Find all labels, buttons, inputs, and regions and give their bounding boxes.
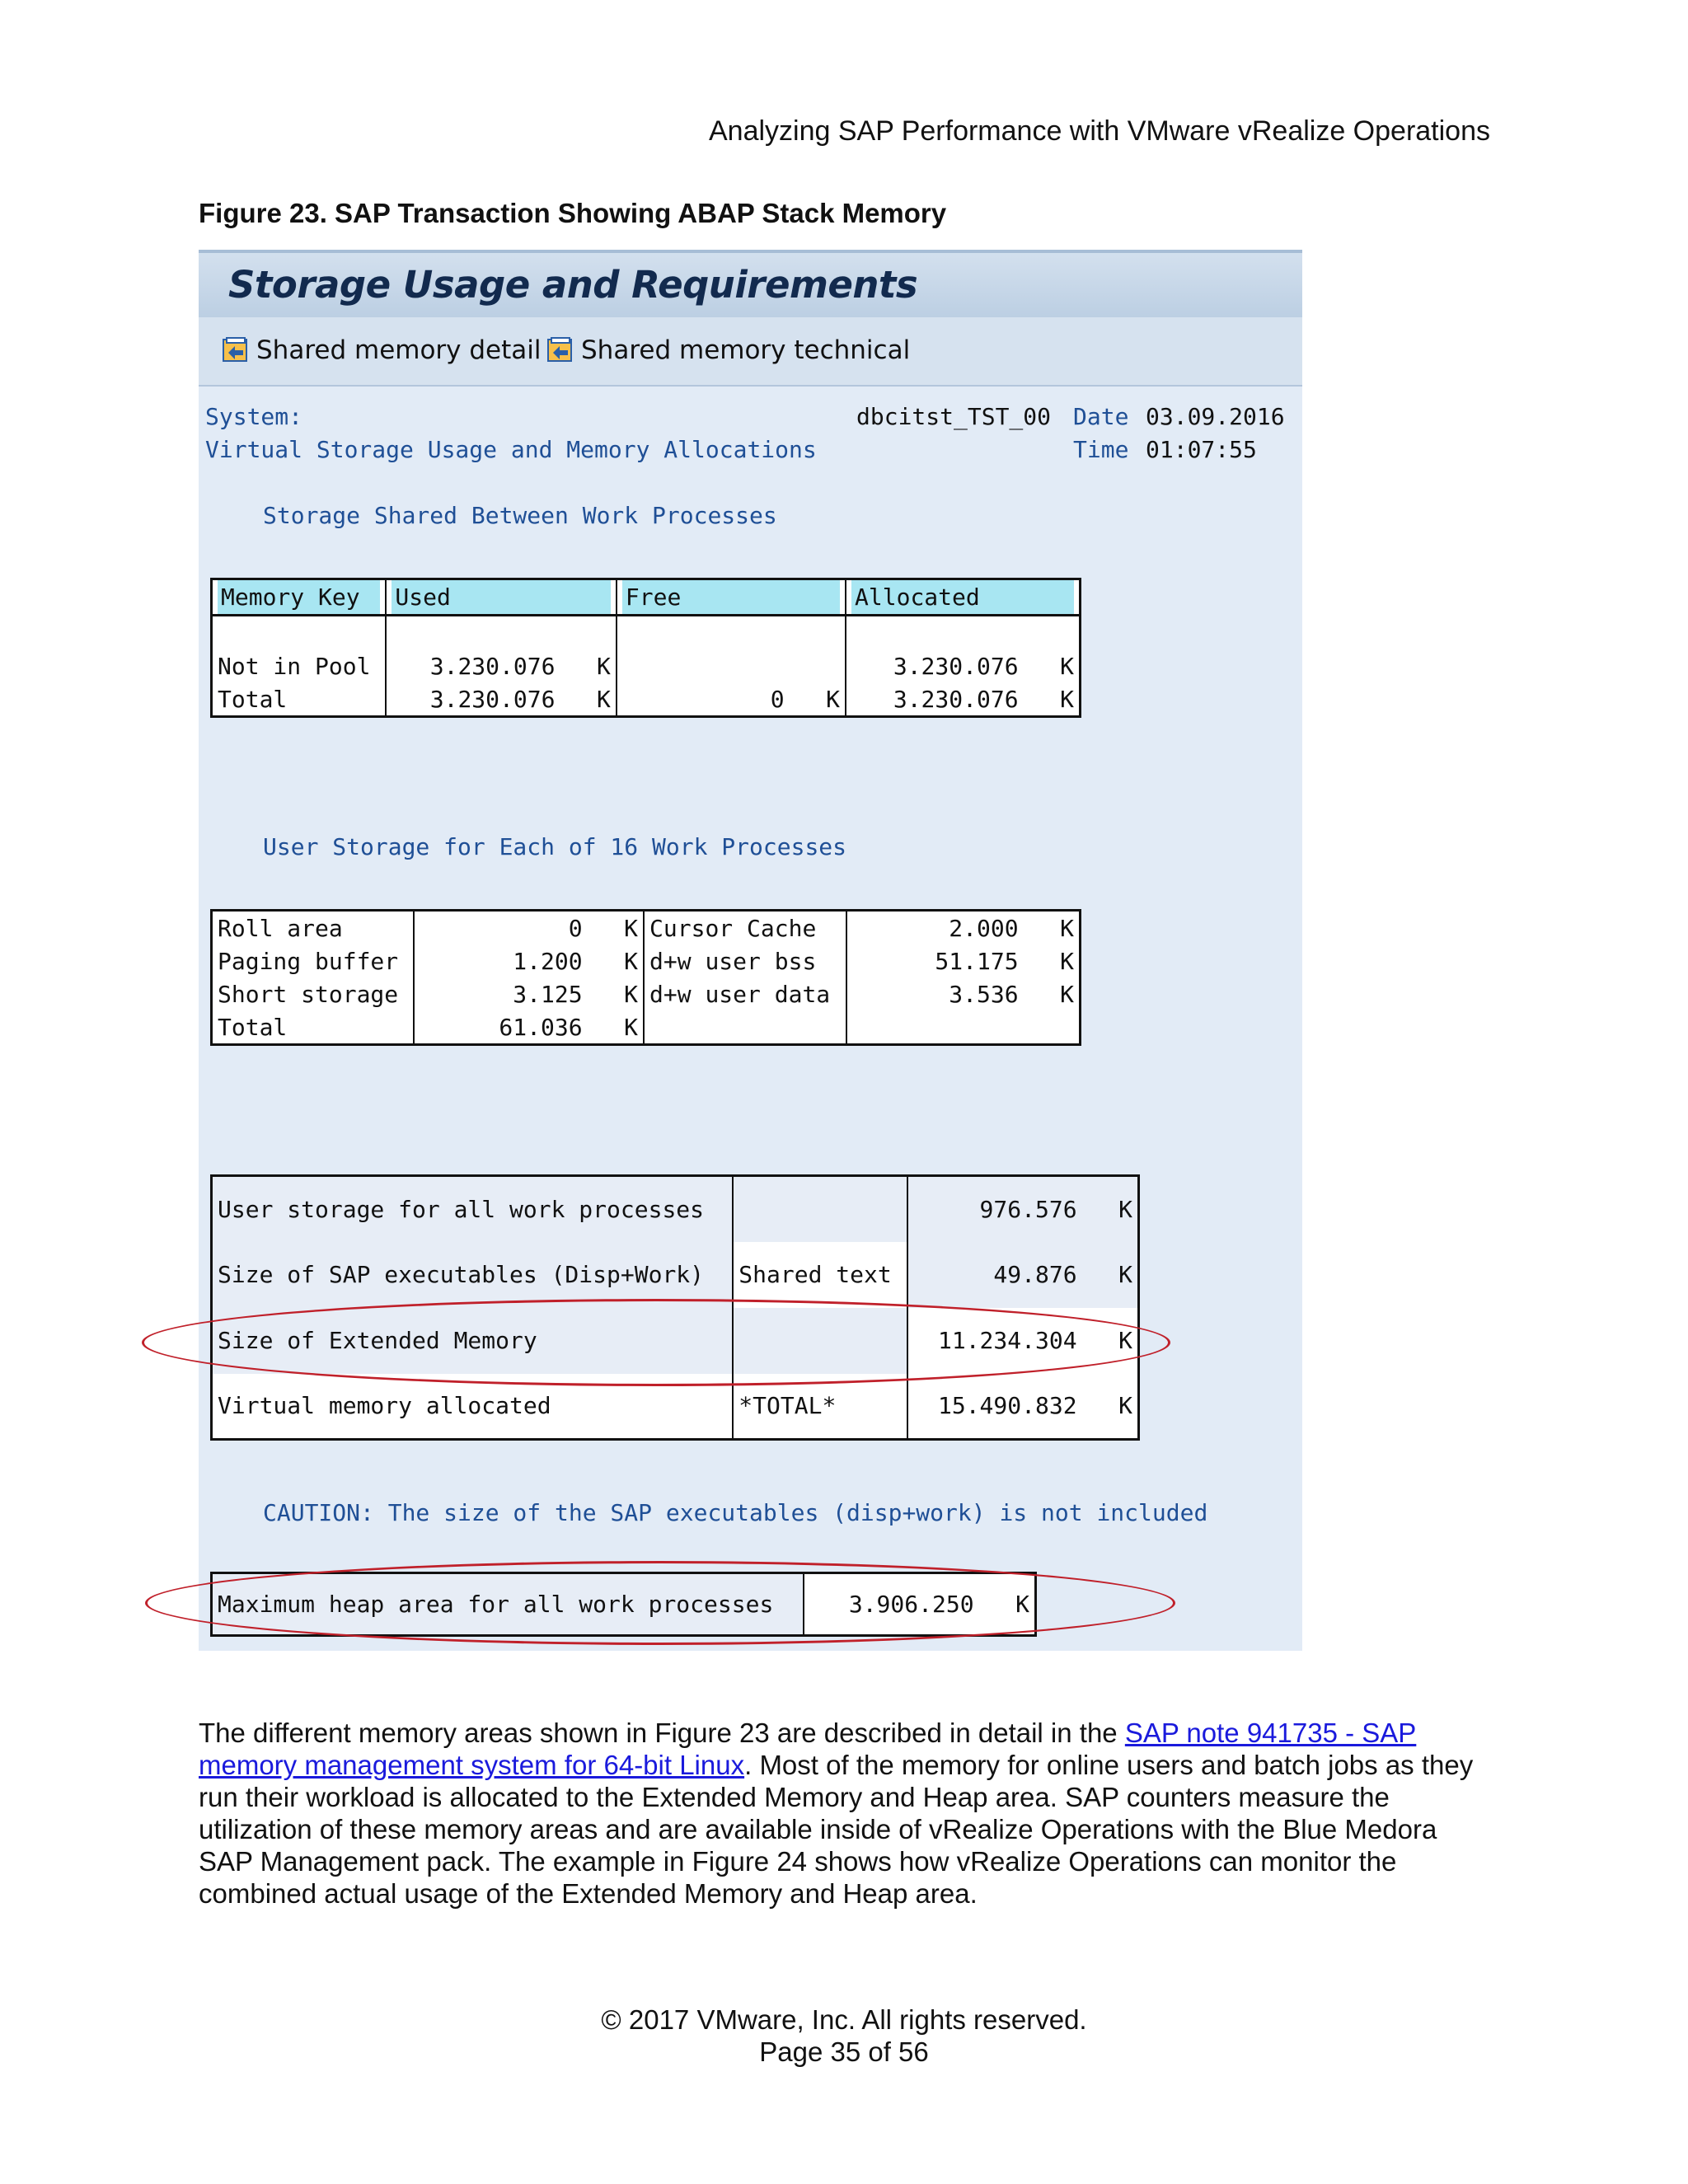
unit: K: [1015, 1591, 1029, 1618]
cell-label: Total: [212, 1010, 415, 1045]
cell-value: 3.125: [513, 980, 583, 1008]
table-row: [212, 1374, 1139, 1440]
cell-value: 1.200: [513, 947, 583, 975]
table-row: [212, 1176, 1139, 1242]
unit: K: [1118, 1195, 1132, 1223]
table-row: [212, 682, 1081, 717]
table-header-row: [212, 579, 1081, 616]
unit: K: [1060, 685, 1074, 713]
table-row: [212, 1010, 1081, 1045]
unit: K: [1118, 1261, 1132, 1288]
table-row: [212, 977, 1081, 1010]
sap-note-link[interactable]: SAP note 941735 - SAP memory management system for 64-bit Linux: [199, 1718, 1417, 1780]
unit: K: [1118, 1392, 1132, 1420]
cell-label: d+w user bss: [644, 944, 846, 977]
unit: K: [1060, 914, 1074, 942]
row-allocated: 3.230.076: [893, 652, 1019, 680]
cell-value: 0: [568, 914, 583, 942]
cell-value: 51.175: [935, 947, 1019, 975]
row-used: 3.230.076: [429, 685, 556, 713]
cell-label: Short storage: [212, 977, 415, 1010]
cell-label: [644, 1010, 846, 1045]
shared-storage-table: [210, 578, 1081, 718]
system-label: System:: [205, 403, 303, 430]
unit: K: [624, 980, 639, 1008]
table-row: [212, 911, 1081, 945]
col-memory-key: Memory Key: [218, 580, 380, 614]
summary-table: [210, 1174, 1140, 1441]
summary-mid: [733, 1176, 907, 1242]
sap-title: Storage Usage and Requirements: [228, 263, 918, 307]
cell-value: 61.036: [499, 1013, 583, 1041]
sap-screenshot: [199, 250, 1302, 1651]
heap-table: [210, 1572, 1037, 1637]
body-text-1: The different memory areas shown in Figure 23 are described in detail in the: [199, 1718, 1125, 1748]
summary-value: 15.490.832: [937, 1392, 1077, 1420]
unit: K: [597, 685, 611, 713]
page-header: Analyzing SAP Performance with VMware vRealize Operations: [708, 115, 1490, 147]
table-row: [212, 1308, 1139, 1374]
sap-title-bar: [199, 250, 1302, 317]
unit: K: [597, 652, 611, 680]
row-allocated: 3.230.076: [893, 685, 1019, 713]
row-key: Not in Pool: [212, 649, 387, 682]
cell-value: 3.536: [949, 980, 1019, 1008]
body-paragraph: [199, 1717, 1493, 1910]
user-storage-table: [210, 909, 1081, 1046]
heap-value: 3.906.250: [848, 1591, 974, 1618]
col-free: Free: [622, 580, 840, 614]
cell-label: Paging buffer: [212, 944, 415, 977]
unit: K: [1118, 1327, 1132, 1354]
summary-value: 11.234.304: [937, 1327, 1077, 1354]
shared-memory-icon: [222, 336, 250, 364]
table-row: [212, 1242, 1139, 1308]
cell-label: Cursor Cache: [644, 911, 846, 945]
shared-memory-detail-button[interactable]: [222, 332, 542, 368]
unit: K: [1060, 947, 1074, 975]
col-used: Used: [392, 580, 611, 614]
section-shared-title: Storage Shared Between Work Processes: [263, 502, 777, 529]
shared-memory-detail-label: Shared memory detail: [256, 335, 542, 365]
row-free: 0: [770, 685, 785, 713]
row-used: 3.230.076: [429, 652, 556, 680]
col-allocated: Allocated: [851, 580, 1074, 614]
sap-toolbar: [199, 317, 1302, 387]
summary-value: 49.876: [993, 1261, 1077, 1288]
shared-memory-technical-label: Shared memory technical: [581, 335, 911, 365]
table-row: [212, 944, 1081, 977]
footer-page-number: Page 35 of 56: [759, 2036, 929, 2067]
time-label: Time: [1073, 436, 1129, 463]
time-value: 01:07:55: [1146, 436, 1257, 463]
unit: K: [624, 914, 639, 942]
summary-label: Virtual memory allocated: [212, 1374, 734, 1440]
section-user-title: User Storage for Each of 16 Work Processes: [263, 833, 847, 860]
shared-memory-icon: [546, 336, 574, 364]
summary-mid: Shared text: [733, 1242, 907, 1308]
table-row: [212, 649, 1081, 682]
shared-memory-technical-button[interactable]: [546, 332, 910, 368]
footer-copyright: © 2017 VMware, Inc. All rights reserved.: [601, 2004, 1087, 2035]
system-value: dbcitst_TST_00: [856, 403, 1052, 430]
summary-label: Size of Extended Memory: [212, 1308, 734, 1374]
summary-mid: *TOTAL*: [733, 1374, 907, 1440]
unit: K: [826, 685, 841, 713]
subtitle: Virtual Storage Usage and Memory Allocations: [205, 436, 817, 463]
date-value: 03.09.2016: [1146, 403, 1285, 430]
cell-label: Roll area: [212, 911, 415, 945]
summary-mid: [733, 1308, 907, 1374]
date-label: Date: [1073, 403, 1129, 430]
heap-label: Maximum heap area for all work processes: [212, 1573, 804, 1636]
body-text-2: . Most of the memory for online users and batch jobs as they run their workload is allocated to the Extended Memory and Heap area. SAP counters measure the utilization of these memory areas and are available inside of vRealize Operations with the Blue Medora SAP Management pack. The example in Figure 24 shows how vRealize Operations can monitor the combined actual usage of the Extended Memory and Heap area.: [199, 1750, 1474, 1909]
summary-label: User storage for all work processes: [212, 1176, 734, 1242]
row-key: Total: [212, 682, 387, 717]
table-row: [212, 1573, 1036, 1636]
summary-label: Size of SAP executables (Disp+Work): [212, 1242, 734, 1308]
summary-value: 976.576: [979, 1195, 1077, 1223]
unit: K: [1060, 980, 1074, 1008]
unit: K: [624, 947, 639, 975]
cell-label: d+w user data: [644, 977, 846, 1010]
unit: K: [1060, 652, 1074, 680]
figure-caption: Figure 23. SAP Transaction Showing ABAP Stack Memory: [199, 198, 947, 228]
unit: K: [624, 1013, 639, 1041]
caution-text: CAUTION: The size of the SAP executables (disp+work) is not included: [263, 1499, 1208, 1526]
cell-value: 2.000: [949, 914, 1019, 942]
